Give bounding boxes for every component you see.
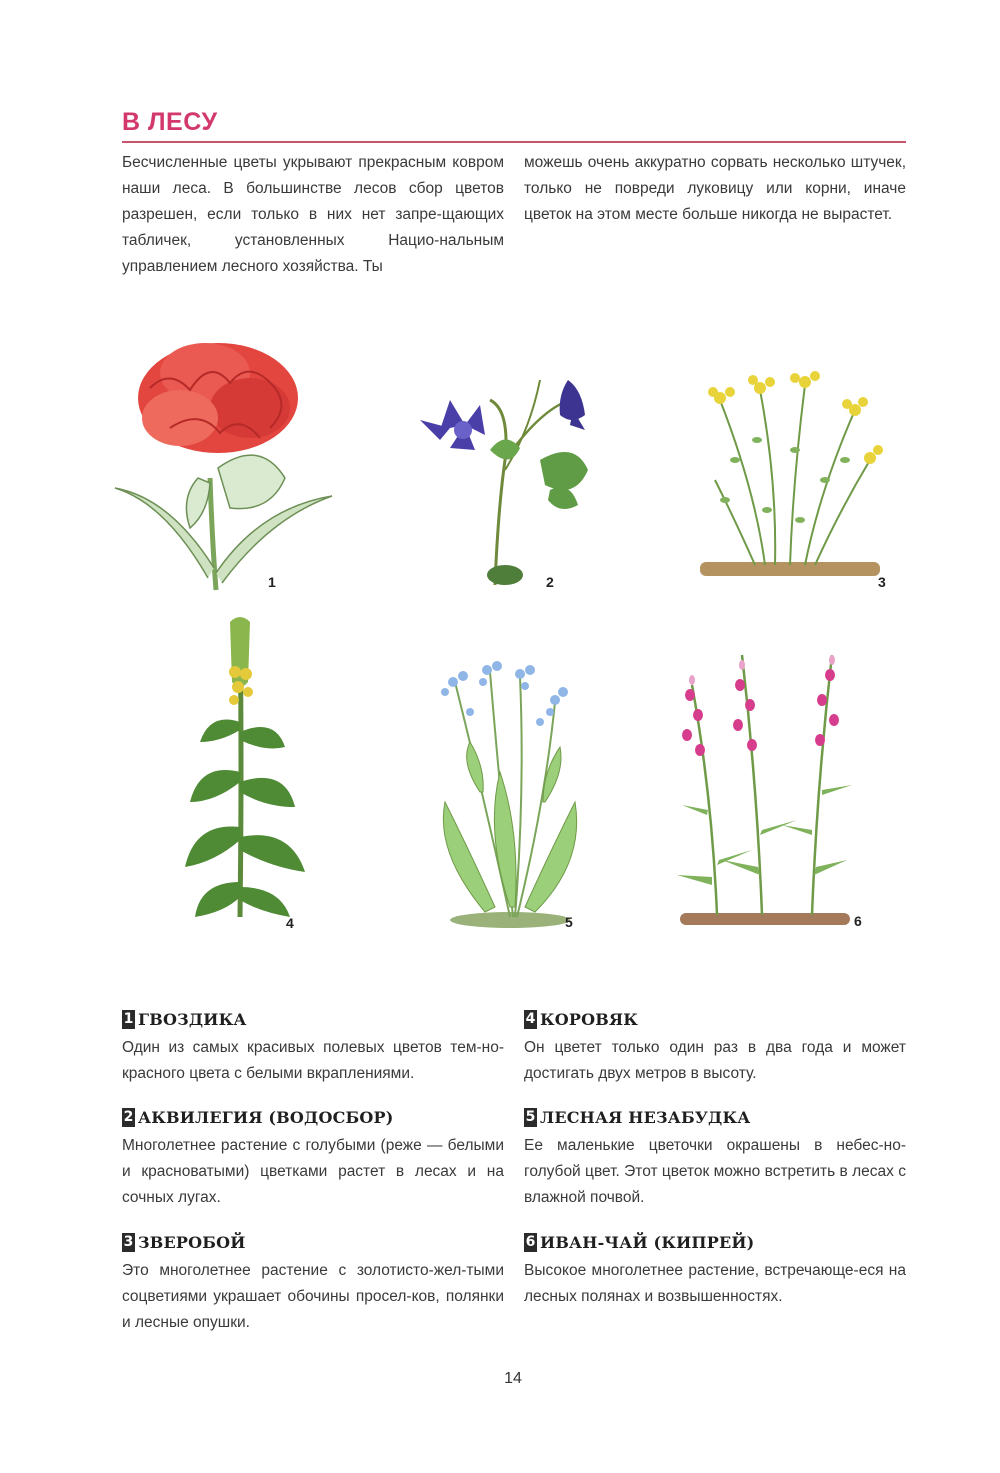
st-johns-wort-illustration — [695, 370, 895, 595]
description-entry — [524, 1108, 906, 1211]
entry-number: 2 — [123, 1109, 134, 1125]
entry-title: ЗВЕРОБОЙ — [138, 1233, 246, 1252]
entry-title: ИВАН-ЧАЙ (КИПРЕЙ) — [540, 1233, 755, 1252]
entry-number: 3 — [123, 1234, 134, 1250]
intro-text-left: Бесчисленные цветы укрывают прекрасным ковром наши леса. В большинстве лесов сбор цветов разрешен, если только в них нет запре-щающих табличек, установленных Нацио-нальным управлением лесного хозяйства. Ты — [122, 154, 504, 275]
description-entry — [122, 1010, 504, 1087]
entry-title: АКВИЛЕГИЯ (ВОДОСБОР) — [138, 1108, 394, 1127]
figure-number: 3 — [878, 574, 886, 590]
mullein-illustration — [180, 612, 310, 931]
carnation-illustration — [110, 328, 340, 598]
figure-number: 4 — [286, 915, 294, 931]
entry-text: Многолетнее растение с голубыми (реже — белыми и красноватыми) цветками растет в лесах и на сочных лугах. — [122, 1137, 504, 1206]
description-entry — [524, 1233, 906, 1310]
figure-number: 6 — [854, 913, 862, 929]
entry-text: Один из самых красивых полевых цветов тем-но-красного цвета с белыми вкраплениями. — [122, 1039, 504, 1082]
entry-number: 5 — [525, 1109, 536, 1125]
entry-title: КОРОВЯК — [540, 1010, 639, 1029]
entry-number: 1 — [123, 1011, 134, 1027]
page-number: 14 — [504, 1370, 522, 1387]
columbine-illustration — [410, 370, 610, 595]
intro-text-right: можешь очень аккуратно сорвать несколько штучек, только не повреди луковицу или корни, иначе цветок на этом месте больше никогда не вырастет. — [524, 154, 906, 223]
entry-number: 4 — [525, 1011, 536, 1027]
title-divider — [122, 141, 906, 143]
figure-number: 2 — [546, 574, 554, 590]
forget-me-not-illustration — [425, 652, 595, 932]
figure-number: 1 — [268, 574, 276, 590]
entry-number: 6 — [525, 1234, 536, 1250]
section-title: В ЛЕСУ — [122, 108, 218, 136]
figure-number: 5 — [565, 914, 573, 930]
entry-text: Ее маленькие цветочки окрашены в небес-но-голубой цвет. Этот цветок можно встретить в лесах с влажной почвой. — [524, 1137, 906, 1206]
entry-title: ЛЕСНАЯ НЕЗАБУДКА — [540, 1108, 751, 1127]
entry-title: ГВОЗДИКА — [138, 1010, 247, 1029]
fireweed-illustration — [672, 645, 872, 930]
description-entry — [122, 1108, 504, 1211]
entry-text: Высокое многолетнее растение, встречающе-еся на лесных полянах и возвышенностях. — [524, 1262, 906, 1305]
entry-text: Это многолетнее растение с золотисто-жел-тыми соцветиями украшает обочины просел-ков, полянки и лесные опушки. — [122, 1262, 504, 1331]
description-entry — [122, 1233, 504, 1336]
description-entry — [524, 1010, 906, 1087]
entry-text: Он цветет только один раз в два года и может достигать двух метров в высоту. — [524, 1039, 906, 1082]
